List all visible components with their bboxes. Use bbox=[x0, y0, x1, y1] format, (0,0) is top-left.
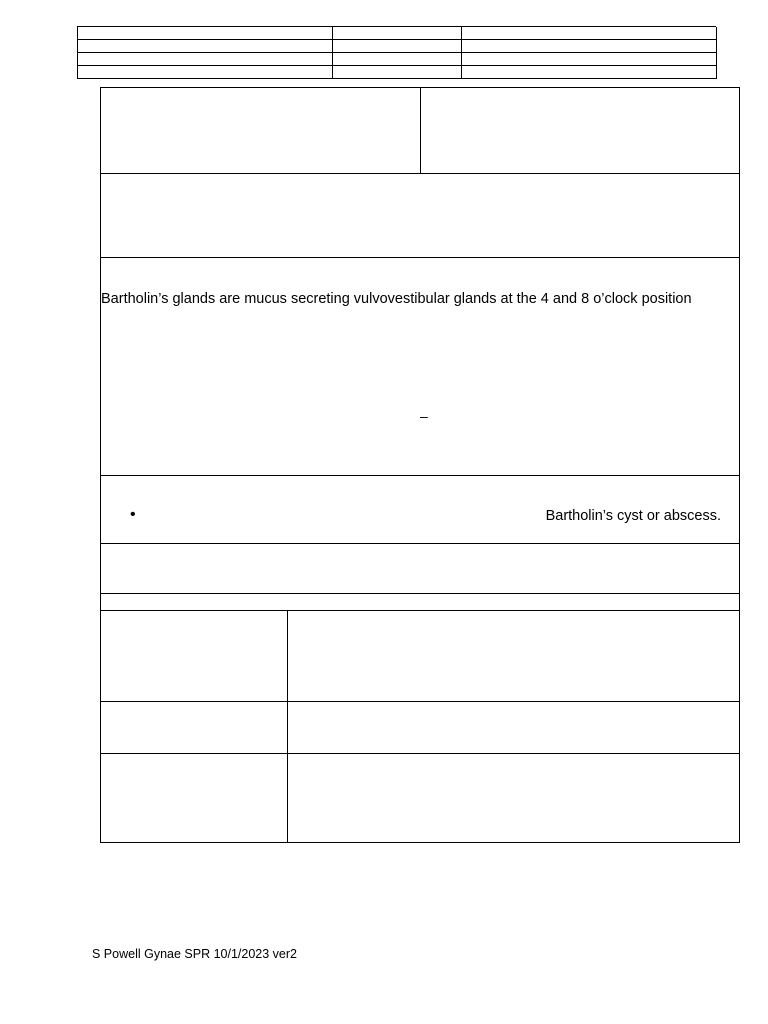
header-table-cell bbox=[462, 27, 717, 40]
table-divider bbox=[101, 543, 739, 544]
table-divider bbox=[101, 173, 739, 174]
header-table-row bbox=[78, 40, 716, 53]
header-table-cell bbox=[462, 53, 717, 66]
main-form-table bbox=[100, 87, 740, 843]
header-table-row bbox=[78, 27, 716, 40]
bullet-text: Bartholin’s cyst or abscess. bbox=[545, 508, 721, 524]
header-table-row bbox=[78, 66, 716, 79]
table-divider bbox=[101, 753, 739, 754]
header-table-cell bbox=[78, 66, 333, 79]
header-table-cell bbox=[462, 66, 717, 79]
header-table-cell bbox=[333, 40, 462, 53]
table-divider bbox=[287, 610, 288, 843]
header-table-cell bbox=[333, 53, 462, 66]
table-divider bbox=[101, 610, 739, 611]
header-table-cell bbox=[78, 27, 333, 40]
footer-text: S Powell Gynae SPR 10/1/2023 ver2 bbox=[92, 947, 297, 961]
table-divider bbox=[101, 257, 739, 258]
dash-mark: – bbox=[420, 408, 428, 424]
header-table-cell bbox=[78, 53, 333, 66]
header-table-cell bbox=[333, 27, 462, 40]
table-divider bbox=[101, 475, 739, 476]
header-table bbox=[77, 26, 716, 79]
header-table-cell bbox=[78, 40, 333, 53]
table-divider bbox=[101, 701, 739, 702]
header-table-row bbox=[78, 53, 716, 66]
bullet-mark: • bbox=[130, 506, 136, 523]
intro-text: Bartholin’s glands are mucus secreting vulvovestibular glands at the 4 and 8 o’clock position bbox=[101, 291, 692, 307]
header-table-cell bbox=[462, 40, 717, 53]
table-divider bbox=[420, 88, 421, 173]
header-table-cell bbox=[333, 66, 462, 79]
table-divider bbox=[101, 593, 739, 594]
